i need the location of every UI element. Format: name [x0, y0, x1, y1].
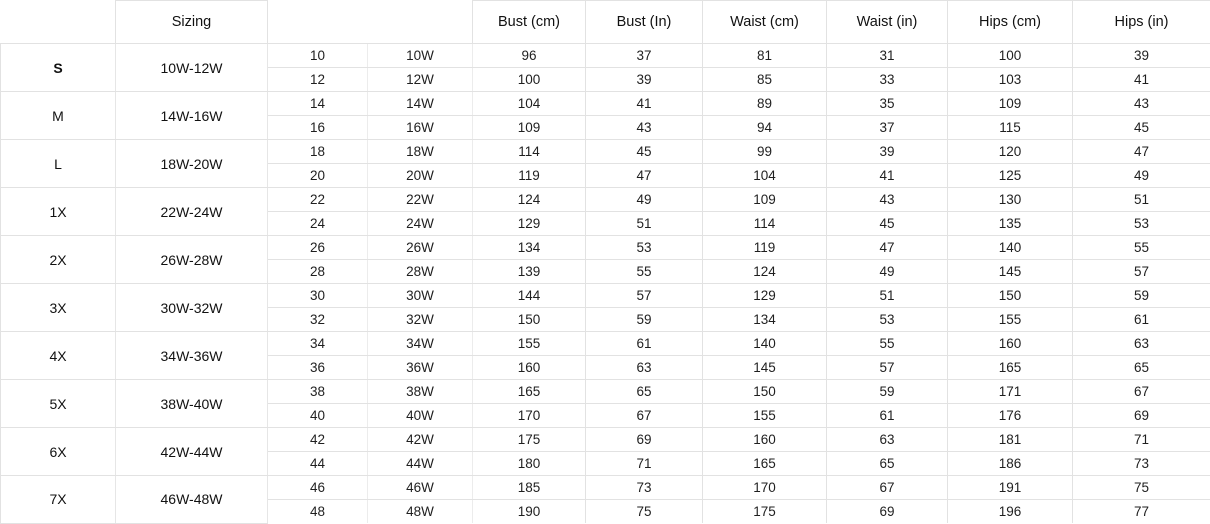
waist-cm-cell: 81: [703, 44, 827, 68]
numeric-size-w-cell: 44W: [368, 452, 473, 476]
numeric-size-w-cell: 28W: [368, 260, 473, 284]
waist-in-cell: 69: [827, 500, 948, 524]
hips-cm-cell: 160: [948, 332, 1073, 356]
hips-in-cell: 51: [1073, 188, 1210, 212]
hips-in-cell: 65: [1073, 356, 1210, 380]
table-row: [1, 380, 1210, 404]
waist-in-cell: 45: [827, 212, 948, 236]
column-header-hips-in: Hips (in): [1073, 1, 1210, 44]
waist-in-cell: 61: [827, 404, 948, 428]
numeric-size-w-cell: 12W: [368, 68, 473, 92]
table-row: [1, 332, 1210, 356]
numeric-size-w-cell: 18W: [368, 140, 473, 164]
table-row: [1, 44, 1210, 68]
waist-in-cell: 47: [827, 236, 948, 260]
numeric-size-cell: 48: [268, 500, 368, 524]
bust-in-cell: 45: [586, 140, 703, 164]
bust-cm-cell: 160: [473, 356, 586, 380]
waist-cm-cell: 89: [703, 92, 827, 116]
numeric-size-cell: 34: [268, 332, 368, 356]
bust-cm-cell: 144: [473, 284, 586, 308]
hips-cm-cell: 186: [948, 452, 1073, 476]
bust-in-cell: 65: [586, 380, 703, 404]
table-row: [1, 236, 1210, 260]
numeric-size-w-cell: 16W: [368, 116, 473, 140]
waist-cm-cell: 145: [703, 356, 827, 380]
hips-in-cell: 67: [1073, 380, 1210, 404]
size-letter-cell: 3X: [1, 284, 116, 332]
size-letter-cell: 7X: [1, 476, 116, 524]
numeric-size-cell: 12: [268, 68, 368, 92]
waist-cm-cell: 94: [703, 116, 827, 140]
numeric-size-cell: 44: [268, 452, 368, 476]
hips-cm-cell: 130: [948, 188, 1073, 212]
bust-in-cell: 69: [586, 428, 703, 452]
hips-in-cell: 69: [1073, 404, 1210, 428]
numeric-size-cell: 10: [268, 44, 368, 68]
waist-in-cell: 67: [827, 476, 948, 500]
hips-in-cell: 73: [1073, 452, 1210, 476]
numeric-size-w-cell: 24W: [368, 212, 473, 236]
column-header-sizing: Sizing: [116, 1, 268, 44]
numeric-size-cell: 28: [268, 260, 368, 284]
waist-cm-cell: 165: [703, 452, 827, 476]
size-range-cell: 42W-44W: [116, 428, 268, 476]
size-letter-cell: 5X: [1, 380, 116, 428]
waist-in-cell: 39: [827, 140, 948, 164]
numeric-size-w-cell: 40W: [368, 404, 473, 428]
column-header-2: [268, 1, 368, 44]
table-row: [1, 284, 1210, 308]
waist-cm-cell: 104: [703, 164, 827, 188]
hips-in-cell: 55: [1073, 236, 1210, 260]
numeric-size-cell: 30: [268, 284, 368, 308]
column-header-bust-in: Bust (In): [586, 1, 703, 44]
hips-cm-cell: 140: [948, 236, 1073, 260]
waist-cm-cell: 119: [703, 236, 827, 260]
size-range-cell: 38W-40W: [116, 380, 268, 428]
table-row: [1, 188, 1210, 212]
table-row: [1, 140, 1210, 164]
bust-in-cell: 53: [586, 236, 703, 260]
hips-in-cell: 45: [1073, 116, 1210, 140]
hips-cm-cell: 125: [948, 164, 1073, 188]
size-range-cell: 10W-12W: [116, 44, 268, 92]
size-letter-cell: 6X: [1, 428, 116, 476]
bust-in-cell: 43: [586, 116, 703, 140]
hips-cm-cell: 191: [948, 476, 1073, 500]
bust-in-cell: 49: [586, 188, 703, 212]
hips-in-cell: 71: [1073, 428, 1210, 452]
bust-cm-cell: 190: [473, 500, 586, 524]
size-range-cell: 18W-20W: [116, 140, 268, 188]
numeric-size-w-cell: 46W: [368, 476, 473, 500]
bust-in-cell: 75: [586, 500, 703, 524]
bust-cm-cell: 180: [473, 452, 586, 476]
waist-in-cell: 35: [827, 92, 948, 116]
bust-in-cell: 59: [586, 308, 703, 332]
bust-cm-cell: 134: [473, 236, 586, 260]
waist-in-cell: 59: [827, 380, 948, 404]
bust-in-cell: 47: [586, 164, 703, 188]
size-letter-cell: L: [1, 140, 116, 188]
numeric-size-w-cell: 42W: [368, 428, 473, 452]
table-body: [1, 44, 1210, 524]
table-row: [1, 476, 1210, 500]
column-header-0: [1, 1, 116, 44]
bust-in-cell: 63: [586, 356, 703, 380]
numeric-size-cell: 24: [268, 212, 368, 236]
numeric-size-w-cell: 10W: [368, 44, 473, 68]
hips-cm-cell: 135: [948, 212, 1073, 236]
column-header-hips-cm: Hips (cm): [948, 1, 1073, 44]
waist-cm-cell: 170: [703, 476, 827, 500]
hips-cm-cell: 181: [948, 428, 1073, 452]
hips-cm-cell: 196: [948, 500, 1073, 524]
table-header: [1, 1, 1210, 44]
hips-in-cell: 43: [1073, 92, 1210, 116]
bust-cm-cell: 155: [473, 332, 586, 356]
bust-in-cell: 61: [586, 332, 703, 356]
bust-cm-cell: 104: [473, 92, 586, 116]
bust-in-cell: 57: [586, 284, 703, 308]
waist-in-cell: 51: [827, 284, 948, 308]
hips-cm-cell: 165: [948, 356, 1073, 380]
waist-in-cell: 57: [827, 356, 948, 380]
bust-cm-cell: 100: [473, 68, 586, 92]
bust-in-cell: 51: [586, 212, 703, 236]
numeric-size-cell: 42: [268, 428, 368, 452]
size-range-cell: 30W-32W: [116, 284, 268, 332]
waist-in-cell: 43: [827, 188, 948, 212]
hips-in-cell: 59: [1073, 284, 1210, 308]
size-letter-cell: 2X: [1, 236, 116, 284]
bust-in-cell: 71: [586, 452, 703, 476]
numeric-size-w-cell: 30W: [368, 284, 473, 308]
numeric-size-w-cell: 36W: [368, 356, 473, 380]
size-range-cell: 34W-36W: [116, 332, 268, 380]
waist-cm-cell: 85: [703, 68, 827, 92]
numeric-size-w-cell: 26W: [368, 236, 473, 260]
numeric-size-cell: 14: [268, 92, 368, 116]
waist-cm-cell: 99: [703, 140, 827, 164]
numeric-size-w-cell: 32W: [368, 308, 473, 332]
table-row: [1, 92, 1210, 116]
column-header-bust-cm: Bust (cm): [473, 1, 586, 44]
bust-in-cell: 37: [586, 44, 703, 68]
numeric-size-cell: 32: [268, 308, 368, 332]
bust-cm-cell: 109: [473, 116, 586, 140]
size-range-cell: 46W-48W: [116, 476, 268, 524]
waist-in-cell: 55: [827, 332, 948, 356]
hips-cm-cell: 150: [948, 284, 1073, 308]
numeric-size-cell: 36: [268, 356, 368, 380]
hips-in-cell: 63: [1073, 332, 1210, 356]
bust-cm-cell: 114: [473, 140, 586, 164]
bust-cm-cell: 150: [473, 308, 586, 332]
bust-cm-cell: 165: [473, 380, 586, 404]
hips-in-cell: 47: [1073, 140, 1210, 164]
size-letter-cell: 4X: [1, 332, 116, 380]
waist-cm-cell: 160: [703, 428, 827, 452]
bust-in-cell: 39: [586, 68, 703, 92]
size-range-cell: 14W-16W: [116, 92, 268, 140]
waist-in-cell: 53: [827, 308, 948, 332]
bust-in-cell: 67: [586, 404, 703, 428]
hips-in-cell: 49: [1073, 164, 1210, 188]
numeric-size-w-cell: 38W: [368, 380, 473, 404]
bust-cm-cell: 129: [473, 212, 586, 236]
hips-in-cell: 41: [1073, 68, 1210, 92]
bust-cm-cell: 119: [473, 164, 586, 188]
column-header-waist-cm: Waist (cm): [703, 1, 827, 44]
numeric-size-w-cell: 22W: [368, 188, 473, 212]
waist-cm-cell: 140: [703, 332, 827, 356]
waist-cm-cell: 150: [703, 380, 827, 404]
numeric-size-w-cell: 20W: [368, 164, 473, 188]
numeric-size-w-cell: 14W: [368, 92, 473, 116]
size-range-cell: 22W-24W: [116, 188, 268, 236]
hips-cm-cell: 155: [948, 308, 1073, 332]
hips-cm-cell: 120: [948, 140, 1073, 164]
hips-cm-cell: 109: [948, 92, 1073, 116]
numeric-size-cell: 26: [268, 236, 368, 260]
bust-cm-cell: 96: [473, 44, 586, 68]
hips-cm-cell: 115: [948, 116, 1073, 140]
bust-cm-cell: 170: [473, 404, 586, 428]
waist-in-cell: 33: [827, 68, 948, 92]
size-range-cell: 26W-28W: [116, 236, 268, 284]
bust-in-cell: 41: [586, 92, 703, 116]
hips-cm-cell: 176: [948, 404, 1073, 428]
hips-cm-cell: 171: [948, 380, 1073, 404]
waist-cm-cell: 155: [703, 404, 827, 428]
table-row: [1, 428, 1210, 452]
numeric-size-cell: 18: [268, 140, 368, 164]
bust-cm-cell: 185: [473, 476, 586, 500]
waist-in-cell: 31: [827, 44, 948, 68]
hips-in-cell: 77: [1073, 500, 1210, 524]
hips-cm-cell: 103: [948, 68, 1073, 92]
numeric-size-cell: 38: [268, 380, 368, 404]
numeric-size-w-cell: 34W: [368, 332, 473, 356]
waist-cm-cell: 114: [703, 212, 827, 236]
size-letter-cell: M: [1, 92, 116, 140]
hips-in-cell: 57: [1073, 260, 1210, 284]
bust-in-cell: 73: [586, 476, 703, 500]
waist-cm-cell: 129: [703, 284, 827, 308]
waist-in-cell: 49: [827, 260, 948, 284]
hips-cm-cell: 100: [948, 44, 1073, 68]
size-letter-cell: 1X: [1, 188, 116, 236]
hips-in-cell: 61: [1073, 308, 1210, 332]
waist-in-cell: 37: [827, 116, 948, 140]
hips-in-cell: 53: [1073, 212, 1210, 236]
numeric-size-cell: 40: [268, 404, 368, 428]
numeric-size-w-cell: 48W: [368, 500, 473, 524]
waist-cm-cell: 124: [703, 260, 827, 284]
waist-in-cell: 65: [827, 452, 948, 476]
numeric-size-cell: 22: [268, 188, 368, 212]
header-row: [1, 1, 1210, 44]
waist-cm-cell: 109: [703, 188, 827, 212]
bust-in-cell: 55: [586, 260, 703, 284]
waist-cm-cell: 175: [703, 500, 827, 524]
hips-cm-cell: 145: [948, 260, 1073, 284]
bust-cm-cell: 139: [473, 260, 586, 284]
column-header-3: [368, 1, 473, 44]
size-letter-cell: S: [1, 44, 116, 92]
column-header-waist-in: Waist (in): [827, 1, 948, 44]
numeric-size-cell: 16: [268, 116, 368, 140]
hips-in-cell: 75: [1073, 476, 1210, 500]
hips-in-cell: 39: [1073, 44, 1210, 68]
numeric-size-cell: 46: [268, 476, 368, 500]
bust-cm-cell: 175: [473, 428, 586, 452]
waist-in-cell: 63: [827, 428, 948, 452]
bust-cm-cell: 124: [473, 188, 586, 212]
waist-in-cell: 41: [827, 164, 948, 188]
waist-cm-cell: 134: [703, 308, 827, 332]
numeric-size-cell: 20: [268, 164, 368, 188]
